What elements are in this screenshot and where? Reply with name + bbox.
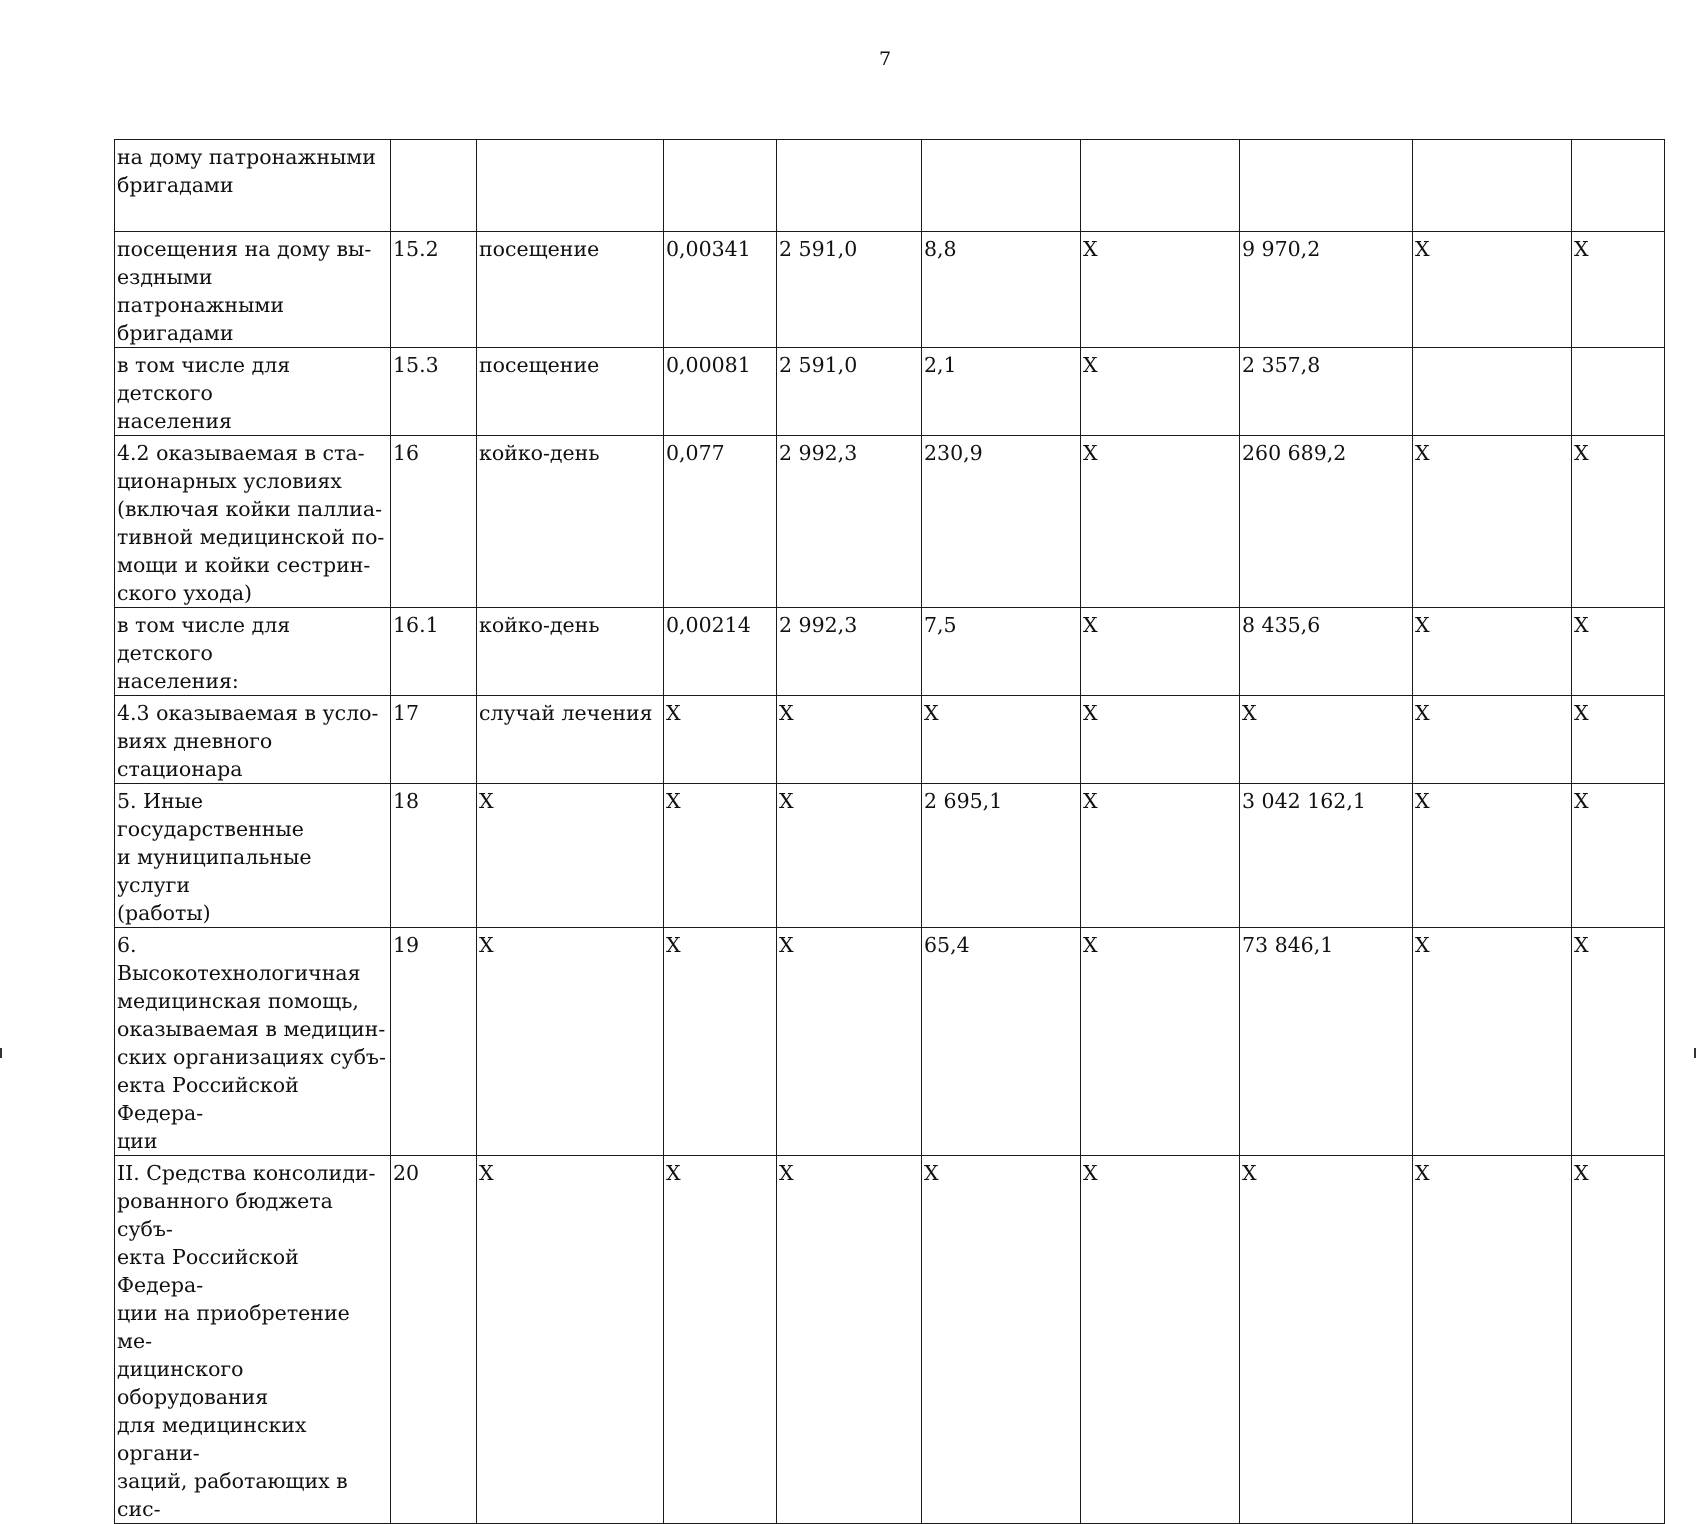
table-cell: X [477, 784, 664, 928]
table-cell: X [1081, 784, 1240, 928]
table-cell [477, 140, 664, 232]
table-cell: 16.1 [391, 608, 477, 696]
table-cell: X [777, 928, 922, 1156]
table-cell: X [664, 784, 777, 928]
table-cell: X [477, 928, 664, 1156]
table-row [115, 348, 1665, 436]
table-cell [1572, 140, 1665, 232]
table-cell: 3 042 162,1 [1240, 784, 1413, 928]
row-label: II. Средства консолиди- рованного бюджета субъ- екта Российской Федера- ции на приобретение ме- дицинского оборудования для медицинских органи- заций, работающих в сис- [115, 1156, 391, 1524]
table-cell [1413, 348, 1572, 436]
table-cell: X [1081, 1156, 1240, 1524]
table-cell: X [1572, 436, 1665, 608]
data-table [114, 139, 1665, 1524]
table-cell: X [1413, 232, 1572, 348]
row-label: посещения на дому вы- ездными патронажными бригадами [115, 232, 391, 348]
table-cell [1572, 348, 1665, 436]
scan-mark-left [0, 1048, 2, 1058]
table-cell: X [664, 1156, 777, 1524]
table-cell: 2 992,3 [777, 608, 922, 696]
table-cell: койко-день [477, 436, 664, 608]
table-cell: X [477, 1156, 664, 1524]
table-cell: X [1413, 928, 1572, 1156]
table-row [115, 436, 1665, 608]
table-cell: койко-день [477, 608, 664, 696]
table-cell: 2 695,1 [922, 784, 1081, 928]
table-cell: 2 591,0 [777, 232, 922, 348]
table-cell: 0,077 [664, 436, 777, 608]
table-cell: X [1081, 608, 1240, 696]
table-cell: X [1081, 696, 1240, 784]
table-cell: X [1413, 784, 1572, 928]
table-cell: 260 689,2 [1240, 436, 1413, 608]
table-cell: 9 970,2 [1240, 232, 1413, 348]
table-cell: X [1081, 348, 1240, 436]
table-cell: 0,00081 [664, 348, 777, 436]
table-cell [1240, 140, 1413, 232]
table-cell: X [922, 696, 1081, 784]
table-cell: 73 846,1 [1240, 928, 1413, 1156]
table-cell: 16 [391, 436, 477, 608]
table-cell: 0,00341 [664, 232, 777, 348]
table-row [115, 784, 1665, 928]
table-cell: 2 357,8 [1240, 348, 1413, 436]
row-label: на дому патронажными бригадами [115, 140, 391, 232]
table-cell: 15.3 [391, 348, 477, 436]
table-cell: X [777, 696, 922, 784]
row-label: 5. Иные государственные и муниципальные услуги (работы) [115, 784, 391, 928]
table-cell: X [1413, 436, 1572, 608]
row-label: 6. Высокотехнологичная медицинская помощь, оказываемая в медицин- ских организациях субъ- екта Российской Федера- ции [115, 928, 391, 1156]
table-cell: посещение [477, 348, 664, 436]
table-cell [1081, 140, 1240, 232]
table-row [115, 232, 1665, 348]
row-label: 4.3 оказываемая в усло- виях дневного стационара [115, 696, 391, 784]
table-cell: 2 591,0 [777, 348, 922, 436]
table-cell: X [922, 1156, 1081, 1524]
table-cell: X [1572, 784, 1665, 928]
table-cell: X [1240, 696, 1413, 784]
row-label: 4.2 оказываемая в ста- ционарных условиях (включая койки паллиа- тивной медицинской по- мощи и койки сестрин- ского ухода) [115, 436, 391, 608]
table-cell: X [1413, 1156, 1572, 1524]
table-cell: X [1413, 608, 1572, 696]
table-row [115, 1156, 1665, 1524]
table-cell: X [1081, 232, 1240, 348]
table-row [115, 608, 1665, 696]
table-cell: 8 435,6 [1240, 608, 1413, 696]
table-cell: X [777, 784, 922, 928]
row-label: в том числе для детского населения: [115, 608, 391, 696]
table-cell: 17 [391, 696, 477, 784]
page-number: 7 [878, 48, 892, 70]
table-cell: посещение [477, 232, 664, 348]
table-row [115, 140, 1665, 232]
table-cell: 19 [391, 928, 477, 1156]
table-cell: X [664, 696, 777, 784]
table-row [115, 928, 1665, 1156]
table-cell: X [1572, 1156, 1665, 1524]
table-cell: 230,9 [922, 436, 1081, 608]
table-cell [777, 140, 922, 232]
table-cell: X [1572, 696, 1665, 784]
table-cell [922, 140, 1081, 232]
scan-mark-right [1694, 1048, 1696, 1058]
table-cell: X [1413, 696, 1572, 784]
row-label: в том числе для детского населения [115, 348, 391, 436]
table-cell: 20 [391, 1156, 477, 1524]
table-cell: X [1240, 1156, 1413, 1524]
table-cell: X [1572, 928, 1665, 1156]
table-cell: 7,5 [922, 608, 1081, 696]
table-cell: 65,4 [922, 928, 1081, 1156]
table-cell: X [664, 928, 777, 1156]
table-cell: X [1572, 232, 1665, 348]
table-cell: X [1081, 436, 1240, 608]
table-cell [664, 140, 777, 232]
table-cell: X [1572, 608, 1665, 696]
table-cell: 0,00214 [664, 608, 777, 696]
table-cell: 8,8 [922, 232, 1081, 348]
table-cell: X [777, 1156, 922, 1524]
table-cell [1413, 140, 1572, 232]
table-cell: 18 [391, 784, 477, 928]
table-cell: X [1081, 928, 1240, 1156]
table-cell: 15.2 [391, 232, 477, 348]
table-cell: 2,1 [922, 348, 1081, 436]
table-cell [391, 140, 477, 232]
table-cell: случай лечения [477, 696, 664, 784]
table-cell: 2 992,3 [777, 436, 922, 608]
table-row [115, 696, 1665, 784]
